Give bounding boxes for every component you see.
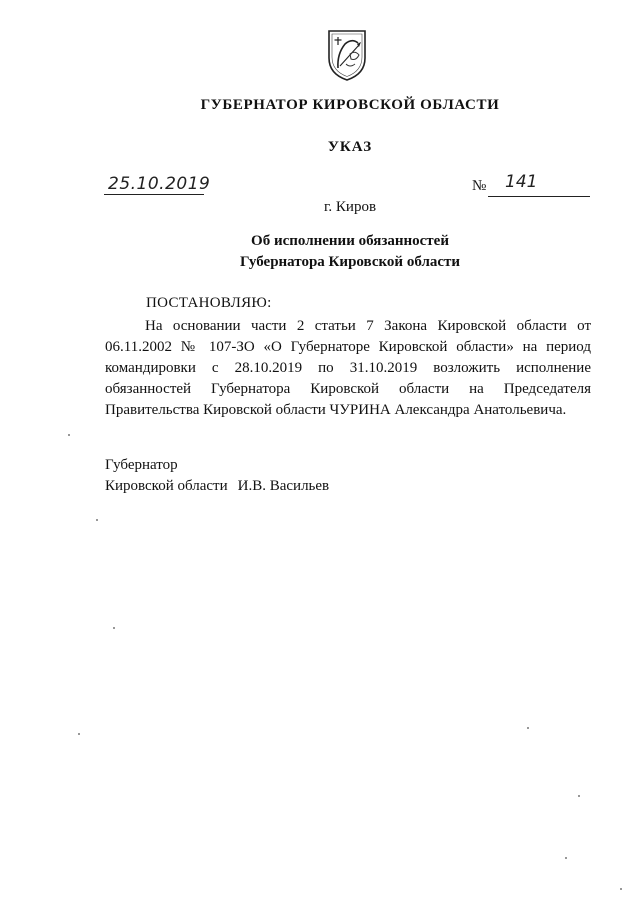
scan-speck xyxy=(565,857,567,859)
coat-of-arms-icon xyxy=(326,28,368,82)
signatory-name: И.В. Васильев xyxy=(237,478,330,494)
scan-speck xyxy=(96,519,98,521)
subject-line-1: Об исполнении обязанностей xyxy=(251,233,449,249)
signatory-title-line-2 xyxy=(105,476,329,497)
issue-city: г. Киров xyxy=(323,199,377,215)
scan-speck xyxy=(113,627,115,629)
scan-speck xyxy=(68,434,70,436)
date-underline xyxy=(104,194,204,195)
decree-heading: ПОСТАНОВЛЯЮ: xyxy=(146,295,272,311)
scan-speck xyxy=(620,888,622,890)
number-underline xyxy=(488,196,590,197)
document-subject xyxy=(0,231,640,273)
issuing-authority: ГУБЕРНАТОР КИРОВСКОЙ ОБЛАСТИ xyxy=(200,97,500,113)
number-label: № xyxy=(472,178,487,194)
signatory-title-text: Кировской области xyxy=(105,478,228,494)
document-number: 141 xyxy=(505,172,538,192)
scan-speck xyxy=(578,795,580,797)
document-date: 25.10.2019 xyxy=(108,174,211,194)
document-type: УКАЗ xyxy=(327,139,373,155)
scan-speck xyxy=(527,727,529,729)
subject-line-2: Губернатора Кировской области xyxy=(239,254,461,270)
scan-speck xyxy=(78,733,80,735)
decree-paragraph: На основании части 2 статьи 7 Закона Кировской области от 06.11.2002 № 107-ЗО «О Губернаторе Кировской области» на период командировки с 28.10.2019 по 31.10.2019 возложить исполнение обязанностей Губернатора Кировской области на Председателя Правительства Кировской области ЧУРИНА Александра Анатольевича. xyxy=(105,318,591,418)
decree-body xyxy=(105,316,591,421)
signatory-title-line-1: Губернатор xyxy=(105,457,178,473)
signature-block xyxy=(105,455,329,497)
